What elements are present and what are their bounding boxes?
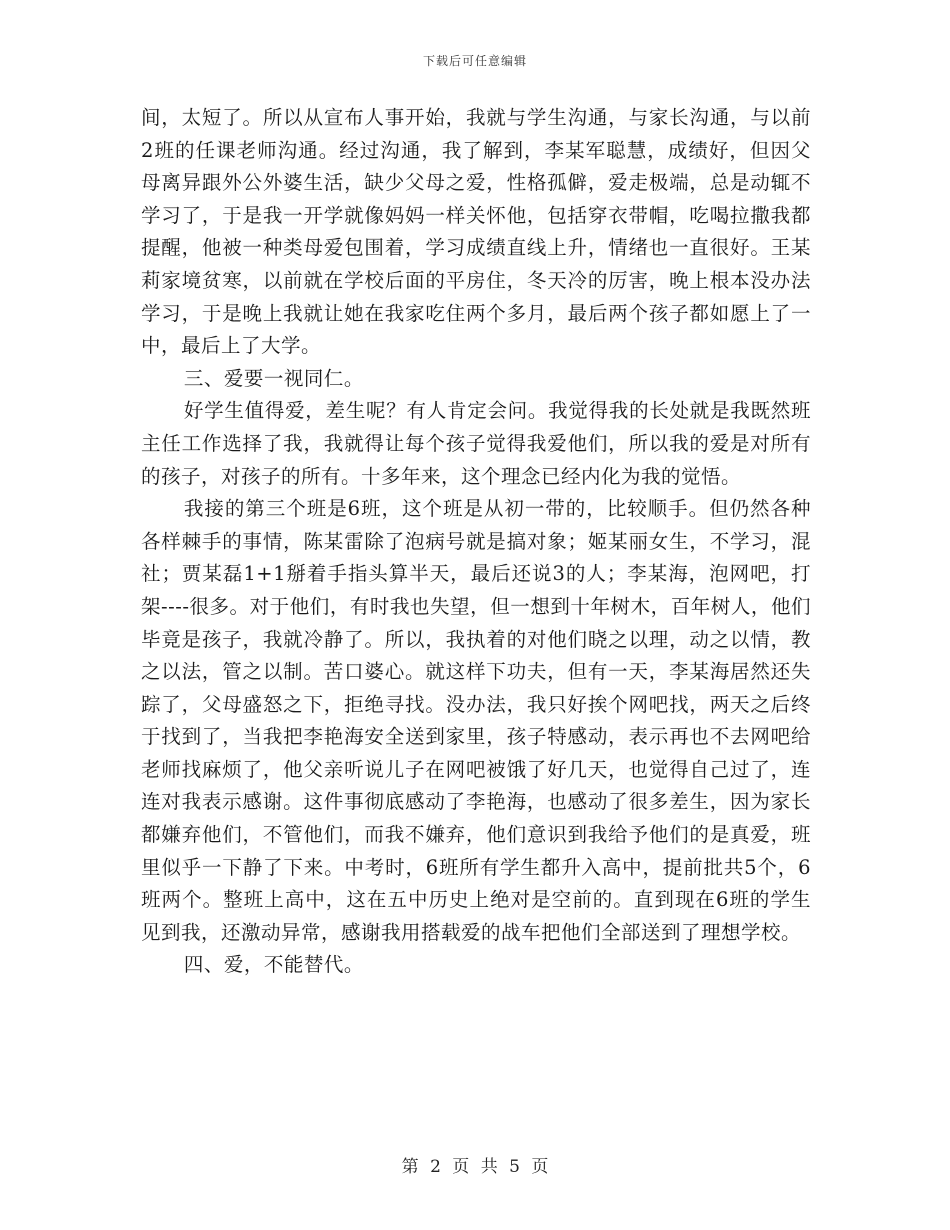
paragraph-continuation: 间，太短了。所以从宣布人事开始，我就与学生沟通，与家长沟通，与以前2班的任课老师沟通。经过沟通，我了解到，李某军聪慧，成绩好，但因父母离异跟外公外婆生活，缺少父母之爱，性格孤僻，爱走极端，总是动辄不学习了，于是我一开学就像妈妈一样关怀他，包括穿衣带帽，吃喝拉撒我都提醒，他被一种类母爱包围着，学习成绩直线上升，情绪也一直很好。王某莉家境贫寒，以前就在学校后面的平房住，冬天冷的厉害，晚上根本没办法学习，于是晚上我就让她在我家吃住两个多月，最后两个孩子都如愿上了一中，最后上了大学。 — [141, 106, 811, 358]
section-heading-4: 四、爱，不能替代。 — [183, 953, 364, 977]
page-header: 下载后可任意编辑 — [422, 54, 527, 68]
page-number: 第 2 页 共 5 页 — [401, 1157, 549, 1177]
paragraph-class-6: 我接的第三个班是6班，这个班是从初一带的，比较顺手。但仍然各种各样棘手的事情，陈某雷除了泡病号就是搞对象；姬某丽女生，不学习，混社；贾某磊1+1掰着手指头算半天，最后还说3的人；李某海，泡网吧，打架----很多。对于他们，有时我也失望，但一想到十年树木，百年树人，他们毕竟是孩子，我就冷静了。所以，我执着的对他们晓之以理，动之以情，教之以法，管之以制。苦口婆心。就这样下功夫，但有一天，李某海居然还失踪了，父母盛怒之下，拒绝寻找。没办法，我只好挨个网吧找，两天之后终于找到了，当我把李艳海安全送到家里，孩子特感动，表示再也不去网吧给老师找麻烦了，他父亲听说儿子在网吧被饿了好几天，也觉得自己过了，连连对我表示感谢。这件事彻底感动了李艳海，也感动了很多差生，因为家长都嫌弃他们，不管他们，而我不嫌弃，他们意识到我给予他们的是真爱，班里似乎一下静了下来。中考时，6班所有学生都升入高中，提前批共5个，6班两个。整班上高中，这在五中历史上绝对是空前的。直到现在6班的学生见到我，还激动异常，感谢我用搭载爱的战车把他们全部送到了理想学校。 — [141, 497, 811, 944]
document-body — [141, 102, 811, 982]
section-heading-3: 三、爱要一视同仁。 — [183, 366, 364, 390]
paragraph-good-students: 好学生值得爱，差生呢？有人肯定会问。我觉得我的长处就是我既然班主任工作选择了我，我就得让每个孩子觉得我爱他们，所以我的爱是对所有的孩子，对孩子的所有。十多年来，这个理念已经内化为我的觉悟。 — [141, 399, 811, 488]
